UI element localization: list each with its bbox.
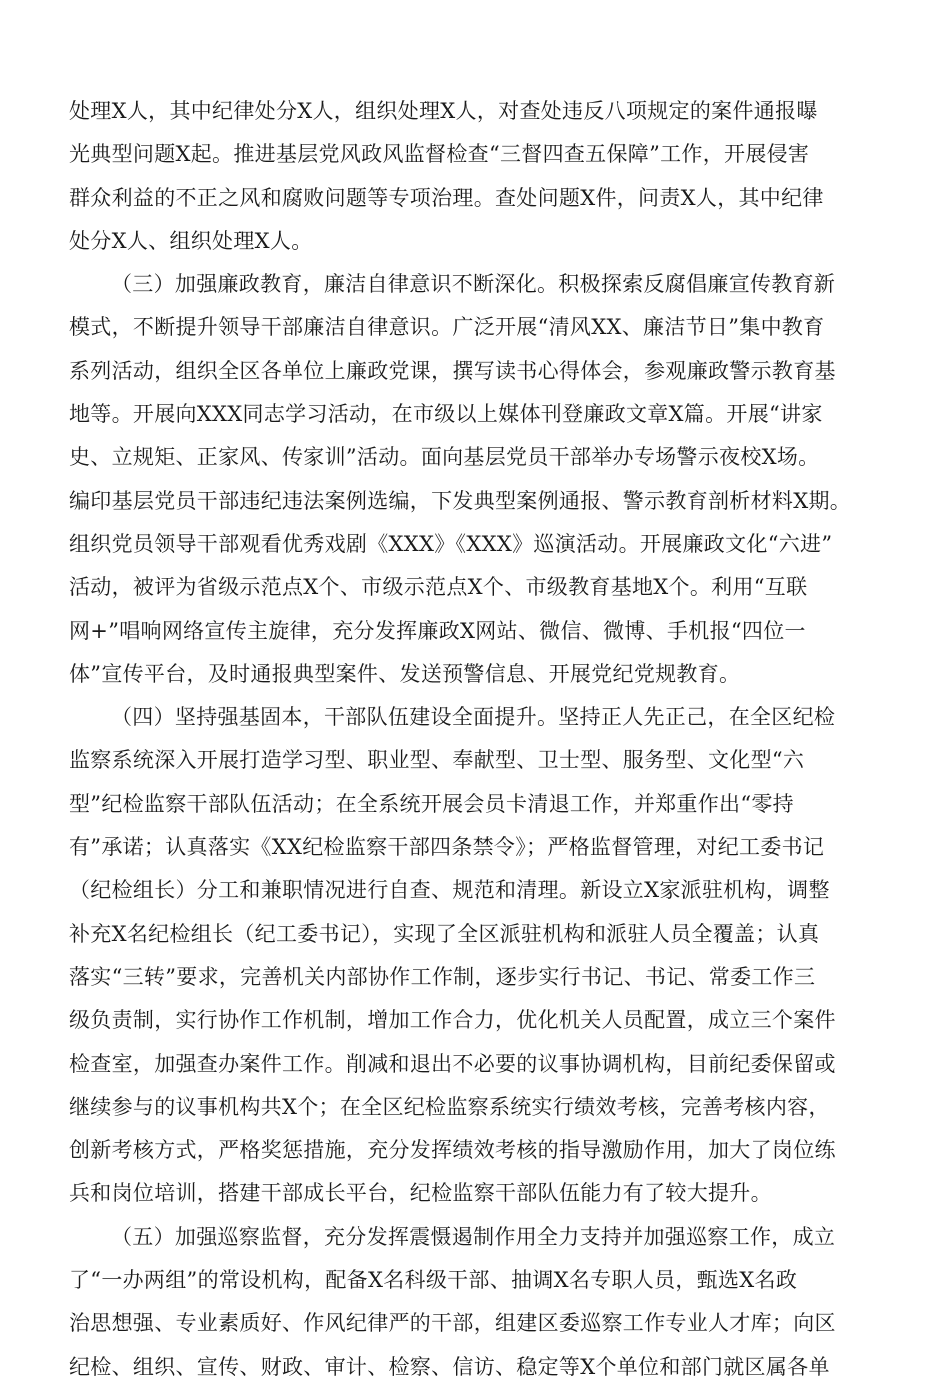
paragraph-section-4: （四）坚持强基固本，干部队伍建设全面提升。坚持正人先正己，在全区纪检 监察系统深入开展打造学习型、职业型、奉献型、卫士型、服务型、文化型“六 型”纪检监察干部队伍活动；在全系统开展会员卡清退工作，并郑重作出“零持 有”承诺；认真落实《XX纪检监察干部四条禁令》；严格监督管理，对纪工委书记 （纪检组长）分工和兼职情况进行自查、规范和清理。新设立X家派驻机构，调整 补充X名纪检组长（纪工委书记），实现了全区派驻机构和派驻人员全覆盖；认真 落实“三转”要求，完善机关内部协作工作制，逐步实行书记、书记、常委工作三 级负责制，实行协作工作机制，增加工作合力，优化机关人员配置，成立三个案件 检查室，加强查办案件工作。削减和退出不必要的议事协调机构，目前纪委保留或 继续参与的议事机构共X个；在全区纪检监察系统实行绩效考核，完善考核内容， 创新考核方式，严格奖惩措施，充分发挥绩效考核的指导激励作用，加大了岗位练 兵和岗位培训，搭建干部成长平台，纪检监察干部队伍能力有了较大提升。 xyxy=(69,705,836,1206)
document-body xyxy=(69,90,889,1389)
paragraph-section-5: （五）加强巡察监督，充分发挥震慑遏制作用全力支持并加强巡察工作，成立 了“一办两组”的常设机构，配备X名科级干部、抽调X名专职人员，甄选X名政 治思想强、专业素质好、作风纪律严的干部，组建区委巡察工作专业人才库；向区 纪检、组织、宣传、财政、审计、检察、信访、稳定等X个单位和部门就区属各单 xyxy=(69,1224,836,1379)
paragraph-section-3: （三）加强廉政教育，廉洁自律意识不断深化。积极探索反腐倡廉宣传教育新 模式，不断提升领导干部廉洁自律意识。广泛开展“清风XX、廉洁节日”集中教育 系列活动，组织全区各单位上廉政党课，撰写读书心得体会，参观廉政警示教育基 地等。开展向XXX同志学习活动，在市级以上媒体刊登廉政文章X篇。开展“讲家 史、立规矩、正家风、传家训”活动。面向基层党员干部举办专场警示夜校X场。 编印基层党员干部违纪违法案例选编，下发典型案例通报、警示教育剖析材料X期。 组织党员领导干部观看优秀戏剧《XXX》《XXX》巡演活动。开展廉政文化“六进” 活动，被评为省级示范点X个、市级示范点X个、市级教育基地X个。利用“互联 网+”唱响网络宣传主旋律，充分发挥廉政X网站、微信、微博、手机报“四位一 体”宣传平台，及时通报典型案件、发送预警信息、开展党纪党规教育。 xyxy=(69,272,852,686)
paragraph-continuation: 处理X人，其中纪律处分X人，组织处理X人，对查处违反八项规定的案件通报曝 光典型问题X起。推进基层党风政风监督检查“三督四查五保障”工作，开展侵害 群众利益的不正之风和腐败问题等专项治理。查处问题X件，问责X人，其中纪律 处分X人、组织处理X人。 xyxy=(69,99,824,253)
